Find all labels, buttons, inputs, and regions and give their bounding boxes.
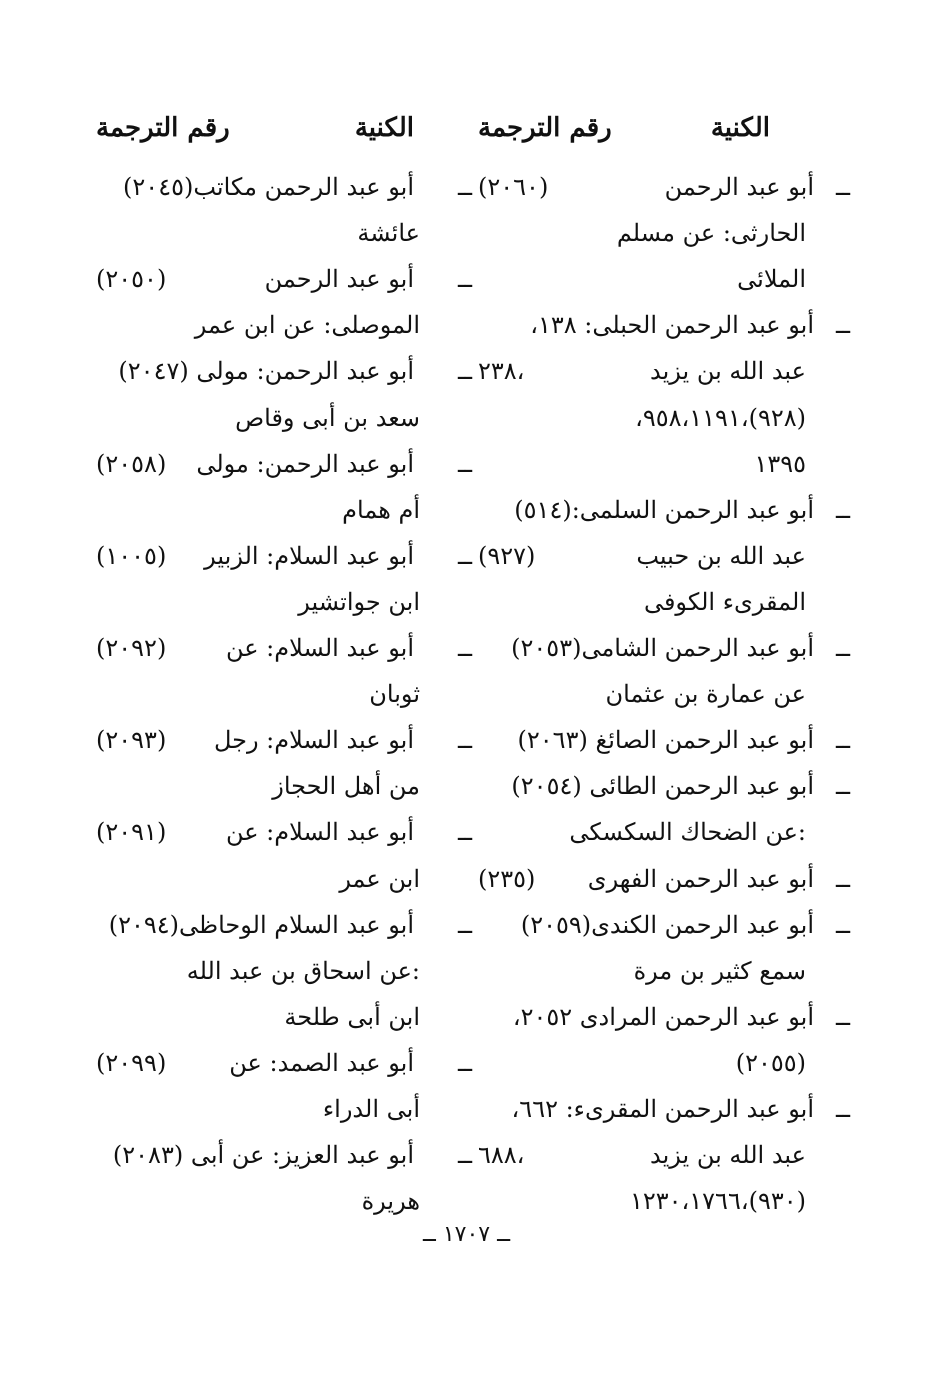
entry-text: المقرىء الكوفى [643,588,806,616]
entry-dash: ــ [457,1141,472,1169]
index-line [96,533,472,579]
entry-dash: ــ [835,634,850,662]
index-line [96,948,444,994]
entry-text: أبو عبد الصمد: عن [229,1049,414,1077]
entry-number: (٢٠٥٨) [96,450,167,478]
entry-dash: ــ [835,311,850,339]
index-line [478,164,850,210]
index-line [478,533,850,579]
entry-text: سعد بن أبى وقاص [235,404,420,432]
index-line [478,625,850,671]
index-line [96,579,444,625]
entry-text: أبو عبد الرحمن: مولى [196,450,414,478]
entry-text: أبو عبد الرحمن [264,265,414,293]
entry-text: أبو عبد الرحمن الفهرى [587,865,814,893]
header-kunya: الكنية [354,113,414,143]
entry-dash: ــ [835,496,850,524]
index-line [478,256,850,302]
entry-text: من أهل الحجاز [272,772,420,800]
index-line [478,902,850,948]
entry-dash: ــ [835,865,850,893]
index-line [478,717,850,763]
entry-number: (٢٠٩١) [96,818,167,846]
index-line [478,348,850,394]
entry-text: أم همام [342,496,420,524]
entry-dash: ــ [835,772,850,800]
index-line [96,395,444,441]
entry-text: أبو عبد الرحمن الصائغ (٢٠٦٣) [517,726,814,754]
entry-text: ابن جواتشير [298,588,420,616]
entry-text: أبو عبد السلام الوحاظى(٢٠٩٤) [108,911,414,939]
entry-text: :عن اسحاق بن عبد الله [186,957,420,985]
entry-text: عبد الله بن حبيب [636,542,806,570]
entry-dash: ــ [457,911,472,939]
index-line [96,625,472,671]
index-line [478,1178,850,1224]
index-line [96,1178,444,1224]
entry-text: أبو عبد الرحمن مكاتب(٢٠٤٥) [123,173,414,201]
right-column-header [478,113,850,155]
entry-text: أبو عبد الرحمن السلمى:(٥١٤) [514,496,814,524]
entry-text: أبو عبد الرحمن: مولى (٢٠٤٧) [118,357,414,385]
entry-dash: ــ [457,357,472,385]
entry-number: (٢٠٩٢) [96,634,167,662]
entry-number: (٢٠٥٠) [96,265,167,293]
index-line [96,671,444,717]
entry-dash: ــ [457,1049,472,1077]
index-line [478,210,850,256]
entry-text: الموصلى: عن ابن عمر [194,311,420,339]
index-line [96,856,444,902]
index-line [96,809,472,855]
index-line [478,1132,850,1178]
index-line [96,1040,472,1086]
entry-text: (٩٣٠)،١٢٣٠،١٧٦٦ [629,1187,806,1215]
entry-text: سمع كثير بن مرة [633,957,806,985]
page-number: ــ ١٧٠٧ ــ [422,1222,511,1247]
entry-text: أبو عبد الرحمن الطائى (٢٠٥٤) [511,772,814,800]
index-line [96,763,444,809]
entry-text: عبد الله بن يزيد [650,1141,806,1169]
entry-text: ابن أبى طلحة [284,1003,420,1031]
entry-dash: ــ [457,818,472,846]
index-line [478,809,850,855]
index-line [478,579,850,625]
index-line [478,487,850,533]
index-line [96,256,472,302]
entry-text: ١٣٩٥ [754,450,806,478]
index-line [478,856,850,902]
entry-text: ثوبان [369,680,420,708]
entry-text: أبو عبد الرحمن [664,173,814,201]
entry-number: (٢٠٩٩) [96,1049,167,1077]
header-entry-number: رقم الترجمة [96,113,230,143]
index-line [96,1132,472,1178]
entry-dash: ــ [835,1095,850,1123]
entry-text: أبو عبد الرحمن الشامى(٢٠٥٣) [511,634,814,662]
entry-dash: ــ [457,634,472,662]
index-line [96,902,472,948]
entry-number: (٩٢٧) [478,542,536,570]
header-kunya: الكنية [710,113,770,143]
index-line [96,717,472,763]
index-line [96,441,472,487]
entry-number: (١٠٠٥) [96,542,167,570]
entry-dash: ــ [457,450,472,478]
entry-dash: ــ [457,173,472,201]
entry-number: (٢٠٩٣) [96,726,167,754]
index-line [478,1086,850,1132]
entry-text: أبو عبد الرحمن الكندى(٢٠٥٩) [520,911,814,939]
entry-text: عن عمارة بن عثمان [605,680,806,708]
index-line [478,1040,850,1086]
entry-dash: ــ [457,726,472,754]
entry-text: هريرة [361,1187,420,1215]
index-line [96,994,444,1040]
index-line [96,348,472,394]
header-entry-number: رقم الترجمة [478,113,612,143]
entry-text: أبو عبد العزيز: عن أبى (٢٠٨٣) [112,1141,414,1169]
entry-text: عبد الله بن يزيد [650,357,806,385]
entry-text: أبو عبد الرحمن المرادى ٢٠٥٢، [512,1003,814,1031]
entry-number: ٢٣٨، [478,357,525,385]
index-line [478,763,850,809]
entry-text: أبو عبد الرحمن المقرىء: ٦٦٢، [511,1095,814,1123]
index-line [96,1086,444,1132]
entry-text: عائشة [357,219,420,247]
entry-text: أبو عبد السلام: عن [225,634,414,662]
entry-text: :عن الضحاك السكسكى [569,818,806,846]
entry-text: أبو عبد السلام: عن [225,818,414,846]
index-line [96,164,472,210]
entry-text: (٩٢٨)،٩٥٨،١١٩١، [635,404,806,432]
entry-text: ابن عمر [339,865,420,893]
entry-dash: ــ [457,542,472,570]
index-line [96,487,444,533]
index-line [96,210,444,256]
index-line [478,994,850,1040]
index-line [96,302,444,348]
index-line [478,302,850,348]
entry-text: الملائى [737,265,806,293]
entry-dash: ــ [835,173,850,201]
entry-text: الحارثى: عن مسلم [616,219,806,247]
entry-number: (٢٠٦٠) [478,173,549,201]
index-line [478,441,850,487]
entry-dash: ــ [835,911,850,939]
entry-text: أبو عبد الرحمن الحبلى: ١٣٨، [530,311,814,339]
entry-dash: ــ [835,726,850,754]
entry-text: أبو عبد السلام: الزبير [204,542,414,570]
left-column-header [96,113,444,155]
entry-number: (٢٣٥) [478,865,536,893]
entry-text: أبو عبد السلام: رجل [213,726,414,754]
entry-number: ٦٨٨، [478,1141,525,1169]
index-line [478,671,850,717]
entry-dash: ــ [457,265,472,293]
entry-text: (٢٠٥٥) [735,1049,806,1077]
index-line [478,948,850,994]
index-line [478,395,850,441]
entry-text: أبى الدراء [322,1095,420,1123]
entry-dash: ــ [835,1003,850,1031]
